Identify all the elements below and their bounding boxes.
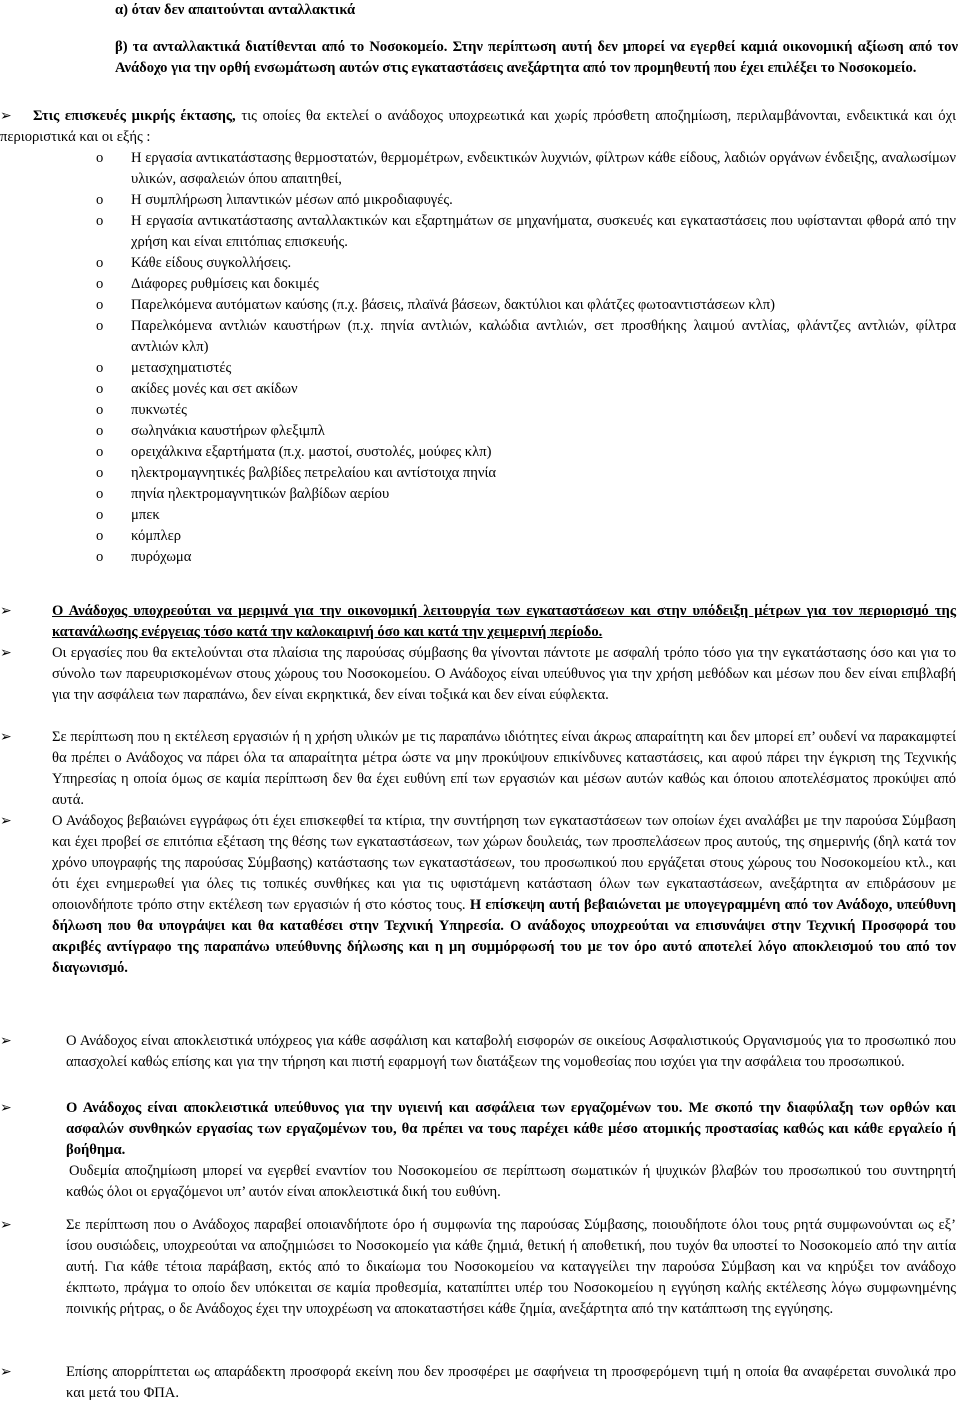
health-safety-paragraph: ➢ Ο Ανάδοχος είναι αποκλειστικά υπεύθυνος για την υγιεινή και ασφάλεια των εργαζομένων του. Με σκοπό την διαφύλαξη των ορθών και ασφαλών συνθηκών εργασίας των εργαζομένων του, θα πρέπει να τους παρέχει κάθε μέσο ατομικής προστασίας καθώς και κάθε εργαλείο ή βοήθημα. — [0, 1100, 956, 1158]
list-item: o Η εργασία αντικατάστασης ανταλλακτικών και εξαρτημάτων σε μηχανήματα, συσκευές και εγκαταστάσεις που υφίστανται φθορά από την χρήση και είναι επιτόπιας επισκευής. — [96, 213, 956, 250]
site-visit-bold: Η επίσκεψη αυτή βεβαιώνεται με υπογεγραμμένη από τον Ανάδοχο, υπεύθυνη δήλωση που θα υπογράψει και θα καταθέσει στην Τεχνική Υπηρεσία. Ο ανάδοχος υποχρεούται να επισυνάψει στην Τεχνική Προσφορά του ακριβές αντίγραφο της παραπάνω υπεύθυνης δήλωσης και η μη συμμόρφωσή του με τον όρο αυτό αποτελεί λόγο αποκλεισμού του από τον διαγωνισμό. — [52, 897, 957, 976]
circle-bullet-icon: o — [96, 507, 104, 523]
list-item: o πηνία ηλεκτρομαγνητικών βαλβίδων αερίου — [0, 484, 956, 505]
list-item: o πυκνωτές — [0, 400, 956, 421]
circle-bullet-icon: o — [96, 318, 104, 334]
intro-item-a: α) όταν δεν απαιτούνται ανταλλακτικά — [115, 2, 356, 18]
insurance-paragraph: ➢ Ο Ανάδοχος είναι αποκλειστικά υπόχρεος για κάθε ασφάλιση και καταβολή εισφορών σε οικείους Ασφαλιστικούς Οργανισμούς για το προσωπικό που απασχολεί καθώς επίσης και για την τήρηση και πιστή εφαρμογή των διατάξεων της νομοθεσίας που ισχύει για την ασφάλεια του προσωπικού. — [0, 1033, 956, 1070]
list-item: o ακίδες μονές και σετ ακίδων — [0, 379, 956, 400]
circle-bullet-icon: o — [96, 381, 104, 397]
repair-items-list — [0, 148, 956, 568]
intro-item-b: β) τα ανταλλακτικά διατίθενται από το Νοσοκομείο. Στην περίπτωση αυτή δεν μπορεί να εγερθεί καμιά οικονομική αξίωση από τον Ανάδοχο για την ορθή ενσωμάτωση αυτών στις εγκαταστάσεις ανεξάρτητα από τον προμηθευτή που έχει επιλέξει το Νοσοκομείο. — [115, 39, 958, 76]
arrow-bullet-icon: ➢ — [0, 1217, 12, 1233]
list-item: o κόμπλερ — [0, 526, 956, 547]
circle-bullet-icon: o — [96, 276, 104, 292]
arrow-bullet-icon: ➢ — [0, 1033, 12, 1049]
list-item: o Παρελκόμενα αντλιών καυστήρων (π.χ. πηνία αντλιών, καλώδια αντλιών, σετ προσθήκης λαιμού αντλίας, φλάντζες αντλιών, φίλτρα αντλιών κλπ) — [96, 318, 956, 355]
circle-bullet-icon: o — [96, 444, 104, 460]
circle-bullet-icon: o — [96, 150, 104, 166]
circle-bullet-icon: o — [96, 192, 104, 208]
list-item: o Διάφορες ρυθμίσεις και δοκιμές — [0, 274, 956, 295]
arrow-bullet-icon: ➢ — [0, 1100, 12, 1116]
arrow-bullet-icon: ➢ — [0, 729, 12, 745]
circle-bullet-icon: o — [96, 213, 104, 229]
arrow-bullet-icon: ➢ — [0, 603, 12, 619]
arrow-bullet-icon: ➢ — [0, 645, 12, 661]
circle-bullet-icon: o — [96, 528, 104, 544]
circle-bullet-icon: o — [96, 423, 104, 439]
circle-bullet-icon: o — [96, 486, 104, 502]
arrow-bullet-icon: ➢ — [0, 813, 12, 829]
arrow-bullet-icon: ➢ — [0, 108, 12, 124]
arrow-bullet-icon: ➢ — [0, 1364, 12, 1380]
list-item: o μπεκ — [0, 505, 956, 526]
contractor-duty-paragraph: ➢ Ο Ανάδοχος υποχρεούται να μεριμνά για την οικονομική λειτουργία των εγκαταστάσεων και στην υπόδειξη μέτρων για τον περιορισμό της κατανάλωσης ενέργειας τόσο κατά την καλοκαιρινή όσο και κατά την χειμερινή περίοδο. — [0, 603, 956, 640]
price-paragraph: ➢ Επίσης απορρίπτεται ως απαράδεκτη προσφορά εκείνη που δεν προσφέρει με σαφήνεια τη προσφερόμενη τιμή η οποία θα αναφέρεται συνολικά προ και μετά του ΦΠΑ. — [0, 1364, 956, 1401]
repairs-paragraph — [0, 106, 956, 148]
list-item: o Η συμπλήρωση λιπαντικών μέσων από μικροδιαφυγές. — [0, 190, 956, 211]
list-item: o Η εργασία αντικατάστασης θερμοστατών, θερμομέτρων, ενδεικτικών λυχνιών, φίλτρων κάθε είδους, λαδιών οργάνων ένδειξης, αναλωσίμων υλικών, ασφαλειών όπου απαιτηθεί, — [96, 150, 956, 187]
list-item: o πυρόχωμα — [0, 547, 956, 568]
circle-bullet-icon: o — [96, 255, 104, 271]
circle-bullet-icon: o — [96, 297, 104, 313]
circle-bullet-icon: o — [96, 465, 104, 481]
breach-paragraph: ➢ Σε περίπτωση που ο Ανάδοχος παραβεί οποιανδήποτε όρο ή συμφωνία της παρούσας Σύμβασης, ποιουδήποτε όλοι τους ρητά συμφωνούνται ως εξ’ ίσου ουσιώδεις, υποχρεούται να αποζημιώσει το Νοσοκομείο για κάθε ζημιά, θετική ή αποθετική, που τυχόν θα υποστεί το Νοσοκομείο από την αιτία αυτή. Για κάθε τέτοια παράβαση, εκτός από το δικαίωμα του Νοσοκομείου να καταγγείλει την παρούσα Σύμβαση και να κηρύξει τον ανάδοχο έκπτωτο, πράγμα το οποίο δεν υπόκειται σε καμία προθεσμία, καταπίπτει υπέρ του Νοσοκομείου η εγγύηση καλής εκτέλεσης λόγω συμφωνημένης ποινικής ρήτρας, ο δε Ανάδοχος έχει την υποχρέωση να αποκαταστήσει κάθε ζημία, ανεξάρτητα από την κατάπτωση της εγγύησης. — [0, 1217, 956, 1317]
hazard-paragraph: ➢ Σε περίπτωση που η εκτέλεση εργασιών ή η χρήση υλικών με τις παραπάνω ιδιότητες είναι άκρως απαραίτητη και δεν μπορεί επ’ ουδενί να παρακαμφτεί θα πρέπει ο Ανάδοχος να πάρει όλα τα απαραίτητα μέτρα ώστε να μην προκύψουν επικίνδυνες καταστάσεις, και αφού πάρει την έγκριση της Τεχνικής Υπηρεσίας η οποία όμως σε καμία περίπτωση δεν θα έχει ευθύνη επί των εργασιών και μέσων αυτών καθώς και όποιου αποτελέσματος προκύψει από αυτά. — [0, 729, 956, 808]
site-visit-paragraph: ➢ Ο Ανάδοχος βεβαιώνει εγγράφως ότι έχει επισκεφθεί τα κτίρια, την συντήρηση των εγκαταστάσεων των οποίων έχει αναλάβει με την παρούσα Σύμβαση και έχει προβεί σε επιτόπια εξέταση της θέσης των εγκαταστάσεων, των χώρων δουλειάς, των προσπελάσεων προς αυτούς, της σημερινής (δηλ κατά τον χρόνο υπογραφής της παρούσας Σύμβασης) κατάστασης των εγκαταστάσεων, του προσωπικού που εργάζεται στους χώρους του Νοσοκομείου κτλ., και ότι έχει ενημερωθεί για όλες τις τοπικές συνθήκες και για τις υφιστάμενη κατάσταση όλων των εγκαταστάσεων, ανεξάρτητα αν επιδράσουν με οποιονδήποτε τρόπο στην εκτέλεση των εργασιών ή στο κόστος τους. Η επίσκεψη αυτή βεβαιώνεται με υπογεγραμμένη από τον Ανάδοχο, υπεύθυνη δήλωση που θα υπογράψει και θα καταθέσει στην Τεχνική Υπηρεσία. Ο ανάδοχος υποχρεούται να επισυνάψει στην Τεχνική Προσφορά του ακριβές αντίγραφο της παραπάνω υπεύθυνης δήλωσης και η μη συμμόρφωσή του με τον όρο αυτό αποτελεί λόγο αποκλεισμού του από τον διαγωνισμό. — [0, 813, 957, 976]
no-compensation-paragraph: Ουδεμία αποζημίωση μπορεί να εγερθεί εναντίον του Νοσοκομείου σε περίπτωση σωματικών ή ψυχικών βλαβών του προσωπικού του συντηρητή καθώς όλοι οι εργαζόμενοι υπ’ αυτόν είναι αποκλειστικά δική του ευθύνη. — [66, 1163, 956, 1200]
circle-bullet-icon: o — [96, 402, 104, 418]
circle-bullet-icon: o — [96, 360, 104, 376]
list-item: o ορειχάλκινα εξαρτήματα (π.χ. μαστοί, συστολές, μούφες κλπ) — [0, 442, 956, 463]
list-item: o σωληνάκια καυστήρων φλεξιμπλ — [0, 421, 956, 442]
list-item: o Κάθε είδους συγκολλήσεις. — [0, 253, 956, 274]
list-item: o Παρελκόμενα αυτόματων καύσης (π.χ. βάσεις, πλαϊνά βάσεων, δακτύλιοι και φλάτζες φωτοαντιστάσεων κλπ) — [0, 295, 956, 316]
list-item: o ηλεκτρομαγνητικές βαλβίδες πετρελαίου και αντίστοιχα πηνία — [0, 463, 956, 484]
repairs-lead-text: τις οποίες θα εκτελεί ο ανάδοχος υποχρεωτικά και χωρίς πρόσθετη αποζημίωση, περιλαμβάνονται, ενδεικτικά και όχι περιοριστικά και οι εξής : — [0, 108, 956, 145]
list-item: o μετασχηματιστές — [0, 358, 956, 379]
repairs-lead-bold: Στις επισκευές μικρής έκτασης, — [33, 108, 236, 124]
circle-bullet-icon: o — [96, 549, 104, 565]
safe-work-paragraph: ➢ Οι εργασίες που θα εκτελούνται στα πλαίσια της παρούσας σύμβασης θα γίνονται πάντοτε με ασφαλή τρόπο τόσο για την εγκατάστασης όσο και για το σύνολο των παρευρισκομένων στους χώρους του Νοσοκομείου. Ο Ανάδοχος είναι υπεύθυνος για την χρήση μεθόδων και μέσων που δεν είναι επιβλαβή για την ασφάλεια των παραπάνω, δεν είναι εκρηκτικά, δεν είναι τοξικά και δεν είναι εύφλεκτα. — [0, 645, 956, 703]
